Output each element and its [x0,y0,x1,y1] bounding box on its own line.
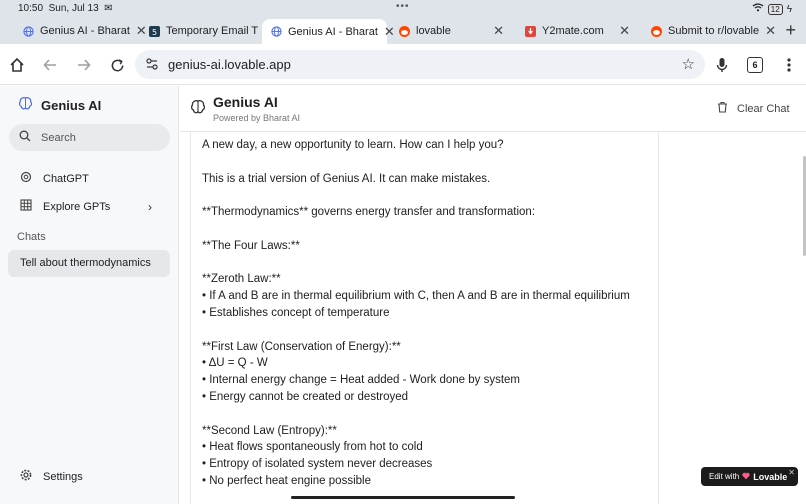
url-text[interactable]: genius-ai.lovable.app [168,57,291,72]
message-line: This is a trial version of Genius AI. It can make mistakes. [202,172,491,185]
message-line: **Thermodynamics** governs energy transfer and transformation: [202,206,536,219]
trash-icon [717,101,728,116]
message-line [202,187,647,204]
search-icon [19,130,31,145]
message-line: • No perfect heat engine possible [202,474,371,487]
chat-history-item[interactable]: Tell about thermodynamics [8,250,170,277]
reddit-icon [650,25,662,37]
settings-label: Settings [43,470,83,483]
home-indicator[interactable] [291,496,515,499]
tab-close-icon[interactable]: ✕ [765,23,777,38]
page-subtitle: Powered by Bharat AI [213,113,301,123]
tab-2[interactable]: 5 Temporary Email T [140,20,260,42]
brand-name: Genius AI [41,97,102,113]
mail-icon: ✉ [104,3,113,14]
message-line: • Energy cannot be created or destroyed [202,390,409,403]
message-line: **The Four Laws:** [202,239,300,252]
status-bar [0,0,806,17]
address-bar[interactable] [135,50,705,79]
tab-6[interactable]: Submit to r/lovable ✕ [642,20,770,42]
grid-icon [20,199,32,214]
battery-indicator: 12 [768,4,783,15]
status-time: 10:50 Sun, Jul 13 ✉ [18,3,113,14]
brand[interactable] [18,96,101,114]
brain-logo-icon [18,96,33,114]
chat-header [180,86,806,132]
search-input[interactable] [41,132,151,144]
tab-5[interactable]: Y2mate.com ✕ [516,20,638,42]
message-line: A new day, a new opportunity to learn. How can I help you? [202,139,504,151]
message-line: **First Law (Conservation of Energy):** [202,340,401,353]
sidebar-item-label: Explore GPTs [43,200,111,213]
sidebar-item-explore-gpts[interactable] [20,199,152,214]
reload-icon[interactable] [107,55,127,75]
reddit-icon [398,25,410,37]
y2mate-icon [524,25,536,37]
globe-icon [22,25,34,37]
lovable-heart-icon [742,472,750,482]
tab-4[interactable]: lovable ✕ [390,20,512,42]
svg-text:5: 5 [151,27,157,37]
assistant-message [190,132,659,504]
message-line: • Entropy of isolated system never decreases [202,458,433,471]
tab-close-icon[interactable]: ✕ [619,23,630,38]
message-line [202,154,647,171]
message-line: • Internal energy change = Heat added - Work done by system [202,374,521,387]
badge-brand: Lovable [753,471,788,482]
tab-close-icon[interactable]: ✕ [383,23,395,39]
browser-toolbar [0,44,806,85]
close-icon[interactable]: ✕ [788,468,795,477]
gear-icon [20,469,32,484]
charging-icon: ϟ [786,3,792,15]
temp-mail-icon [148,25,160,37]
globe-icon [270,26,282,38]
back-arrow-icon[interactable] [40,55,60,75]
app-sidebar [0,86,179,504]
microphone-icon[interactable] [712,55,732,75]
multitask-dots-icon[interactable]: ••• [396,1,410,12]
home-icon[interactable] [7,55,27,75]
message-line [202,221,647,238]
clear-chat-label: Clear Chat [737,102,790,115]
forward-arrow-icon[interactable] [74,55,94,75]
tab-strip [0,17,806,44]
tab-close-icon[interactable]: ✕ [493,23,504,38]
site-info-icon[interactable] [145,57,159,76]
openai-icon [20,171,32,186]
tab-3-active[interactable]: Genius AI - Bharat ✕ [262,19,387,44]
search-box[interactable] [9,124,170,151]
message-line: • ΔU = Q - W [202,357,268,370]
more-menu-icon[interactable] [779,55,799,75]
message-line [202,322,647,339]
brain-logo-icon [190,99,206,120]
edit-with-lovable-badge[interactable] [701,467,798,486]
message-line [202,255,647,272]
badge-prefix: Edit with [709,472,740,481]
sidebar-item-label: ChatGPT [43,172,89,185]
message-line [202,406,647,423]
tab-1[interactable]: Genius AI - Bharat ✕ [14,20,136,42]
chat-messages[interactable] [180,132,806,504]
tab-switcher-button[interactable]: 6 [747,57,763,73]
bookmark-star-icon[interactable]: ☆ [681,56,695,73]
message-line: • If A and B are in thermal equilibrium with C, then A and B are in thermal equilibrium [202,290,630,303]
message-line: • Heat flows spontaneously from hot to cold [202,441,423,454]
chevron-right-icon[interactable]: › [148,199,152,214]
new-tab-plus-icon[interactable]: + [785,20,796,40]
settings-button[interactable] [20,469,83,484]
clear-chat-button[interactable] [717,101,790,116]
message-line: **Second Law (Entropy):** [202,424,337,437]
wifi-icon [752,3,764,15]
chats-section-label: Chats [17,231,46,243]
tab-close-icon[interactable]: ✕ [135,23,147,38]
message-line: • Establishes concept of temperature [202,306,390,319]
message-line: **Zeroth Law:** [202,273,281,286]
sidebar-item-chatgpt[interactable] [20,171,89,186]
page-title: Genius AI [213,94,278,110]
